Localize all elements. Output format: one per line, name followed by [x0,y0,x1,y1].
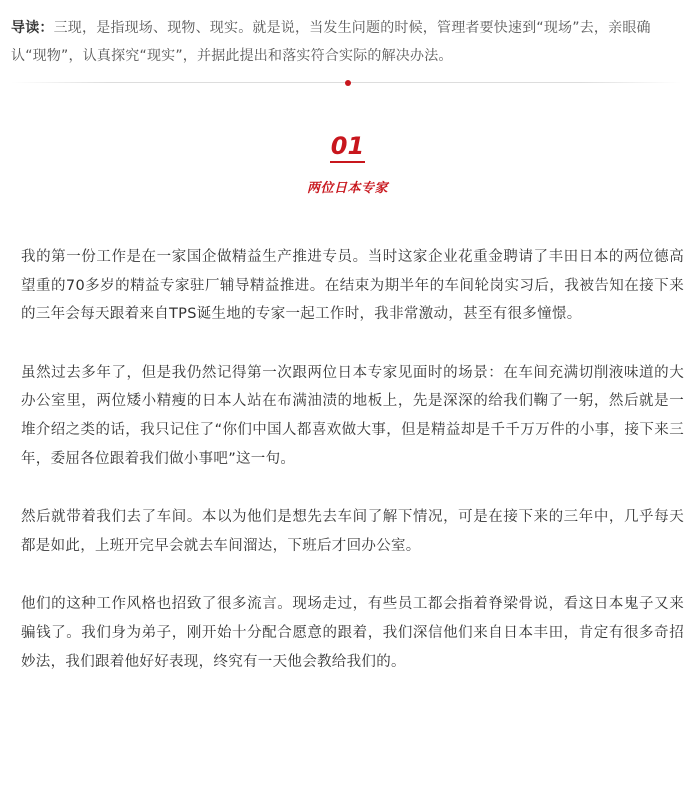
intro-label: 导读： [11,20,54,36]
section-number-text: 01 [330,132,365,163]
paragraph: 他们的这种工作风格也招致了很多流言。现场走过，有些员工都会指着脊梁骨说，看这日本鬼子又来骗钱了。我们身为弟子，刚开始十分配合愿意的跟着，我们深信他们来自日本丰田，肯定有很多奇招妙法，我们跟着他好好表现，终究有一天他会教给我们的。 [21,596,684,670]
section-title: 两位日本专家 [306,181,388,196]
section-number [0,132,695,160]
article-body [21,243,684,706]
paragraph: 虽然过去多年了，但是我仍然记得第一次跟两位日本专家见面时的场景：在车间充满切削液味道的大办公室里，两位矮小精瘦的日本人站在布满油渍的地板上，先是深深的给我们鞠了一躬，然后就是一堆介绍之类的话，我只记住了“你们中国人都喜欢做大事，但是精益却是千千万万件的小事，接下来三年，委屈各位跟着我们做小事吧”这一句。 [21,364,684,467]
paragraph: 我的第一份工作是在一家国企做精益生产推进专员。当时这家企业花重金聘请了丰田日本的两位德高望重的70多岁的精益专家驻厂辅导精益推进。在结束为期半年的车间轮岗实习后，我被告知在接下来的三年会每天跟着来自TPS诞生地的专家一起工作时，我非常激动，甚至有很多憧憬。 [21,249,684,323]
intro-text: 三现，是指现场、现物、现实。就是说，当发生问题的时候，管理者要快速到“现场”去，亲眼确认“现物”，认真探究“现实”，并据此提出和落实符合实际的解决办法。 [11,20,651,64]
paragraph: 然后就带着我们去了车间。本以为他们是想先去车间了解下情况，可是在接下来的三年中，几乎每天都是如此，上班开完早会就去车间溜达，下班后才回办公室。 [21,509,684,554]
divider-dot [345,80,351,86]
intro-summary [11,14,681,70]
